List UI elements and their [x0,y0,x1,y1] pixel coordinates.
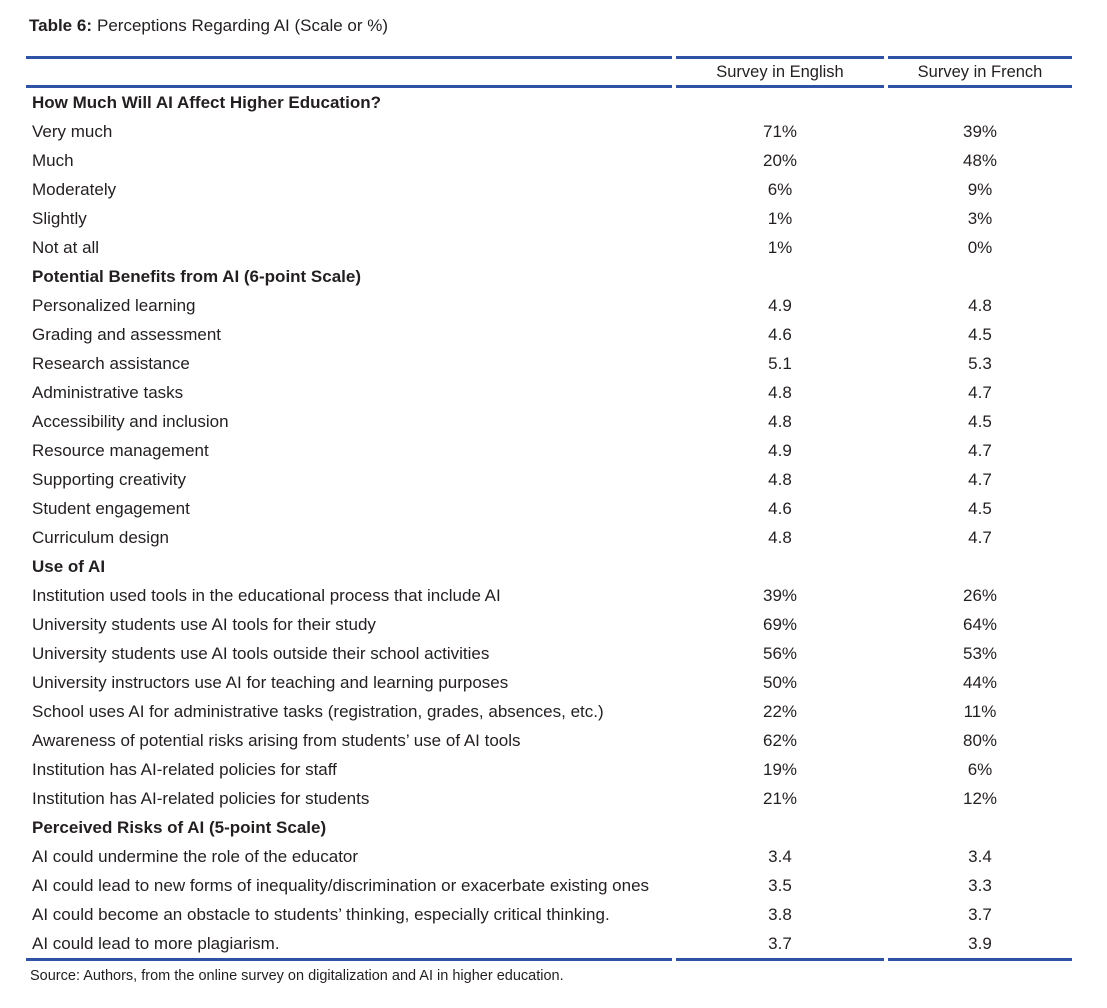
table-row [26,726,1072,755]
row-label: Potential Benefits from AI (6-point Scale) [32,267,362,286]
table-body [26,88,1072,958]
value-survey-french: 9% [967,179,993,199]
rule-segment [26,56,672,59]
rule-segment [888,85,1072,88]
column-header-survey-french: Survey in French [917,62,1043,81]
value-survey-english: 50% [762,672,798,692]
row-label: Administrative tasks [32,383,184,402]
value-survey-english: 3.5 [768,875,792,895]
table-row [26,523,1072,552]
table-row [26,784,1072,813]
value-survey-french: 4.7 [968,469,992,489]
value-survey-french: 3.7 [968,904,992,924]
value-survey-english: 4.6 [768,498,792,518]
row-label: University students use AI tools outside their school activities [32,644,490,663]
row-label: Curriculum design [32,528,169,547]
table-row [26,494,1072,523]
rule-segment [676,958,884,961]
value-survey-french: 39% [962,121,998,141]
rule-segment [26,958,672,961]
table-section-row [26,552,1072,581]
row-label: Awareness of potential risks arising from students’ use of AI tools [32,731,521,750]
value-survey-english: 3.7 [768,933,792,953]
table-caption-label: Table 6: [29,16,92,35]
row-label: Moderately [32,180,117,199]
row-label: AI could lead to more plagiarism. [32,934,280,953]
row-label: Very much [32,122,113,141]
row-label: Institution has AI-related policies for staff [32,760,337,779]
value-survey-french: 44% [962,672,998,692]
value-survey-english: 3.8 [768,904,792,924]
value-survey-french: 3.3 [968,875,992,895]
row-label: University students use AI tools for their study [32,615,376,634]
value-survey-french: 4.5 [968,498,992,518]
value-survey-french: 4.5 [968,324,992,344]
value-survey-english: 4.9 [768,295,792,315]
table-header-row [26,59,1072,85]
row-label: Perceived Risks of AI (5-point Scale) [32,818,327,837]
value-survey-english: 56% [762,643,798,663]
row-label: Not at all [32,238,100,257]
table-row [26,900,1072,929]
row-label: Student engagement [32,499,190,518]
value-survey-french: 3% [967,208,993,228]
value-survey-french: 5.3 [968,353,992,373]
rule-segment [888,958,1072,961]
table-row [26,146,1072,175]
table-caption [29,15,1107,37]
table-row [26,871,1072,900]
value-survey-french: 11% [963,701,997,721]
table-top-rule [26,56,1072,59]
row-label: Much [32,151,74,170]
table-row [26,697,1072,726]
value-survey-english: 6% [767,179,793,199]
table-row [26,639,1072,668]
row-label: Research assistance [32,354,190,373]
value-survey-french: 12% [962,788,998,808]
table-row [26,204,1072,233]
table-caption-text: Perceptions Regarding AI (Scale or %) [96,16,389,35]
value-survey-english: 3.4 [768,846,792,866]
row-label: School uses AI for administrative tasks (registration, grades, absences, etc.) [32,702,604,721]
row-label: Institution has AI-related policies for students [32,789,370,808]
value-survey-english: 39% [762,585,798,605]
value-survey-english: 22% [762,701,798,721]
value-survey-french: 3.9 [968,933,992,953]
table-bottom-rule [26,958,1072,961]
column-header-survey-english: Survey in English [716,62,844,81]
table-row [26,610,1072,639]
value-survey-french: 53% [962,643,998,663]
value-survey-english: 4.8 [768,527,792,547]
value-survey-french: 4.5 [968,411,992,431]
value-survey-english: 4.8 [768,382,792,402]
table-row [26,842,1072,871]
value-survey-french: 26% [962,585,998,605]
table-section-row [26,88,1072,117]
table-row [26,291,1072,320]
value-survey-english: 5.1 [768,353,792,373]
table-row [26,436,1072,465]
value-survey-english: 19% [762,759,798,779]
table-row [26,349,1072,378]
row-label: AI could undermine the role of the educator [32,847,359,866]
row-label: Use of AI [32,557,106,576]
value-survey-french: 3.4 [968,846,992,866]
value-survey-english: 4.8 [768,411,792,431]
value-survey-french: 4.7 [968,382,992,402]
rule-segment [676,56,884,59]
value-survey-english: 62% [762,730,798,750]
table-row [26,581,1072,610]
table-row [26,407,1072,436]
table-row [26,117,1072,146]
row-label: University instructors use AI for teaching and learning purposes [32,673,509,692]
value-survey-english: 4.9 [768,440,792,460]
row-label: AI could lead to new forms of inequality/discrimination or exacerbate existing ones [32,876,650,895]
value-survey-french: 0% [967,237,993,257]
value-survey-english: 4.6 [768,324,792,344]
value-survey-english: 1% [767,208,793,228]
value-survey-french: 48% [962,150,998,170]
value-survey-english: 20% [762,150,798,170]
value-survey-french: 4.7 [968,527,992,547]
table-row [26,465,1072,494]
row-label: Resource management [32,441,209,460]
row-label: How Much Will AI Affect Higher Education? [32,93,381,112]
value-survey-french: 4.8 [968,295,992,315]
value-survey-english: 71% [762,121,798,141]
row-label: AI could become an obstacle to students’ thinking, especially critical thinking. [32,905,610,924]
table-row [26,233,1072,262]
value-survey-english: 21% [762,788,798,808]
row-label: Personalized learning [32,296,196,315]
rule-segment [888,56,1072,59]
rule-segment [676,85,884,88]
data-table [26,56,1072,961]
value-survey-french: 80% [962,730,998,750]
row-label: Accessibility and inclusion [32,412,229,431]
value-survey-french: 4.7 [968,440,992,460]
table-row [26,320,1072,349]
row-label: Supporting creativity [32,470,187,489]
value-survey-english: 1% [767,237,793,257]
table-row [26,929,1072,958]
table-source-note: Source: Authors, from the online survey on digitalization and AI in higher education. [30,968,564,984]
table-section-row [26,813,1072,842]
row-label: Institution used tools in the educational process that include AI [32,586,501,605]
table-row [26,668,1072,697]
value-survey-french: 64% [962,614,998,634]
table-row [26,175,1072,204]
table-section-row [26,262,1072,291]
table-header-rule [26,85,1072,88]
table-row [26,378,1072,407]
row-label: Grading and assessment [32,325,221,344]
value-survey-english: 4.8 [768,469,792,489]
row-label: Slightly [32,209,87,228]
value-survey-french: 6% [967,759,993,779]
value-survey-english: 69% [762,614,798,634]
rule-segment [26,85,672,88]
table-row [26,755,1072,784]
